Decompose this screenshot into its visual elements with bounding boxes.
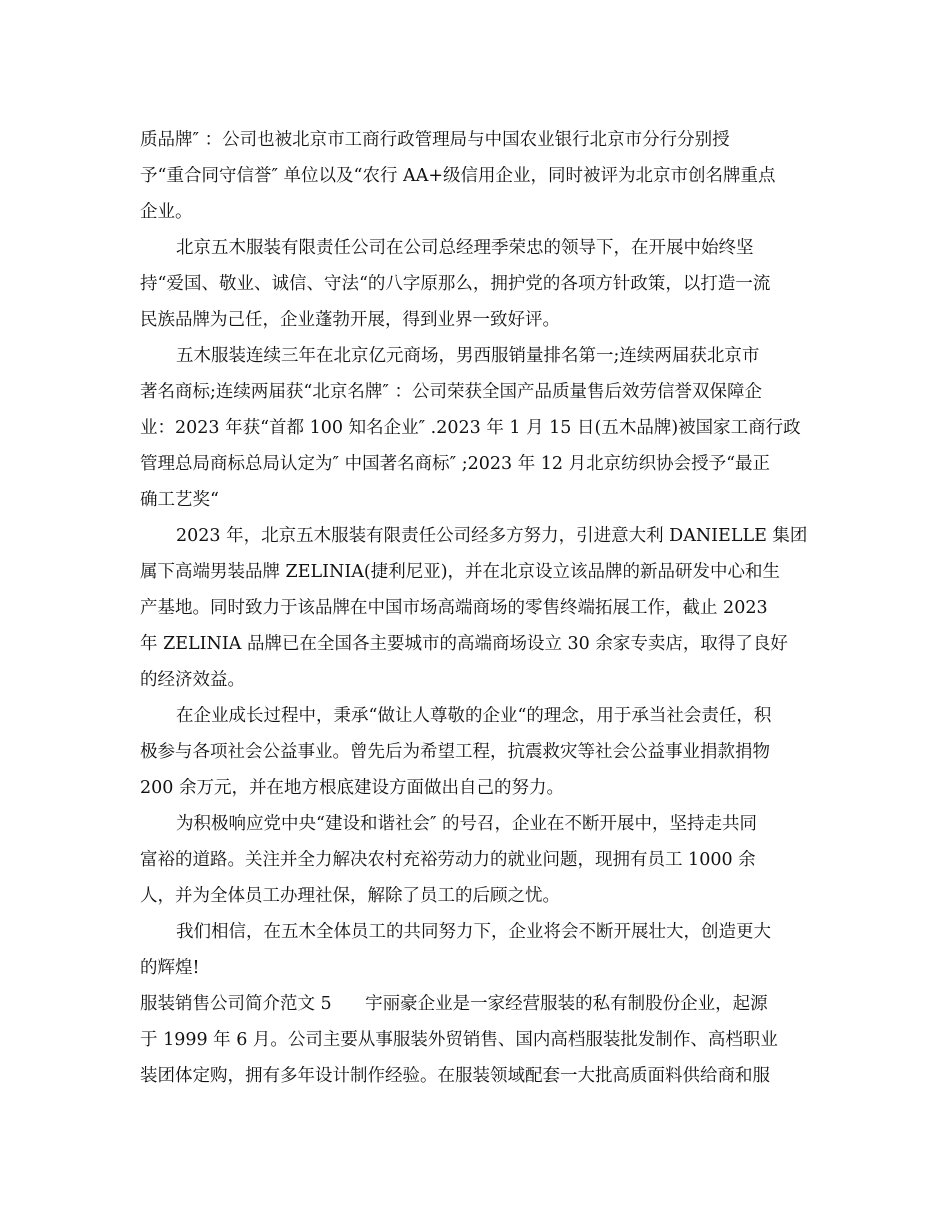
text-line: 业：2023 年获“首都 100 知名企业″ .2023 年 1 月 15 日(五木品牌)被国家工商行政 (140, 418, 801, 438)
text-line: 企业。 (140, 202, 193, 222)
text-line: 的经济效益。 (140, 670, 245, 690)
paragraph-start: 我们相信，在五木全体员工的共同努力下，企业将会不断开展壮大，创造更大 (176, 922, 771, 942)
text-line: 著名商标;连续两届获“北京名牌″ ：公司荣获全国产品质量售后效劳信誉双保障企 (140, 382, 762, 402)
text-line: 装团体定购，拥有多年设计制作经验。在服装领域配套一大批高质面料供给商和服 (140, 1066, 770, 1086)
paragraph-start: 五木服装连续三年在北京亿元商场，男西服销量排名第一;连续两届获北京市 (176, 346, 760, 366)
paragraph-start: 在企业成长过程中，秉承“做让人尊敬的企业“的理念，用于承当社会责任，积 (176, 706, 772, 726)
text-line: 属下高端男装品牌 ZELINIA(捷利尼亚)，并在北京设立该品牌的新品研发中心和生 (140, 562, 781, 582)
text-line: 民族品牌为己任，企业蓬勃开展，得到业界一致好评。 (140, 310, 560, 330)
text-line: 极参与各项社会公益事业。曾先后为希望工程，抗震救灾等社会公益事业捐款捐物 (140, 742, 770, 762)
text-line: 于 1999 年 6 月。公司主要从事服装外贸销售、国内高档服装批发制作、高档职业 (140, 1030, 778, 1050)
text-line: 予“重合同守信誉″ 单位以及“农行 AA+级信用企业，同时被评为北京市创名牌重点 (140, 166, 776, 186)
text-line: 确工艺奖“ (140, 490, 219, 510)
text-line: 富裕的道路。关注并全力解决农村充裕劳动力的就业问题，现拥有员工 1000 余 (140, 850, 756, 870)
paragraph-start: 为积极响应党中央“建设和谐社会″ 的号召，企业在不断开展中，坚持走共同 (176, 814, 758, 834)
paragraph-start: 北京五木服装有限责任公司在公司总经理季荣忠的领导下，在开展中始终坚 (176, 238, 754, 258)
text-line: 产基地。同时致力于该品牌在中国市场高端商场的零售终端拓展工作，截止 2023 (140, 598, 768, 618)
text-line: 质品牌″ ：公司也被北京市工商行政管理局与中国农业银行北京市分行分别授 (140, 130, 730, 150)
text-line: 持“爱国、敬业、诚信、守法“的八字原那么，拥护党的各项方针政策，以打造一流 (140, 274, 771, 294)
text-line: 年 ZELINIA 品牌已在全国各主要城市的高端商场设立 30 余家专卖店，取得了良好 (140, 634, 788, 654)
section-heading-line: 服装销售公司简介范文 5 宇丽豪企业是一家经营服装的私有制股份企业，起源 (140, 994, 768, 1014)
paragraph-start: 2023 年，北京五木服装有限责任公司经多方努力，引进意大利 DANIELLE 集团 (176, 526, 808, 546)
text-line: 的辉煌! (140, 958, 200, 978)
text-line: 200 余万元，并在地方根底建设方面做出自己的努力。 (140, 778, 564, 798)
text-line: 管理总局商标总局认定为″ 中国著名商标″ ;2023 年 12 月北京纺织协会授予“最正 (140, 454, 771, 474)
text-line: 人，并为全体员工办理社保，解除了员工的后顾之忧。 (140, 886, 560, 906)
